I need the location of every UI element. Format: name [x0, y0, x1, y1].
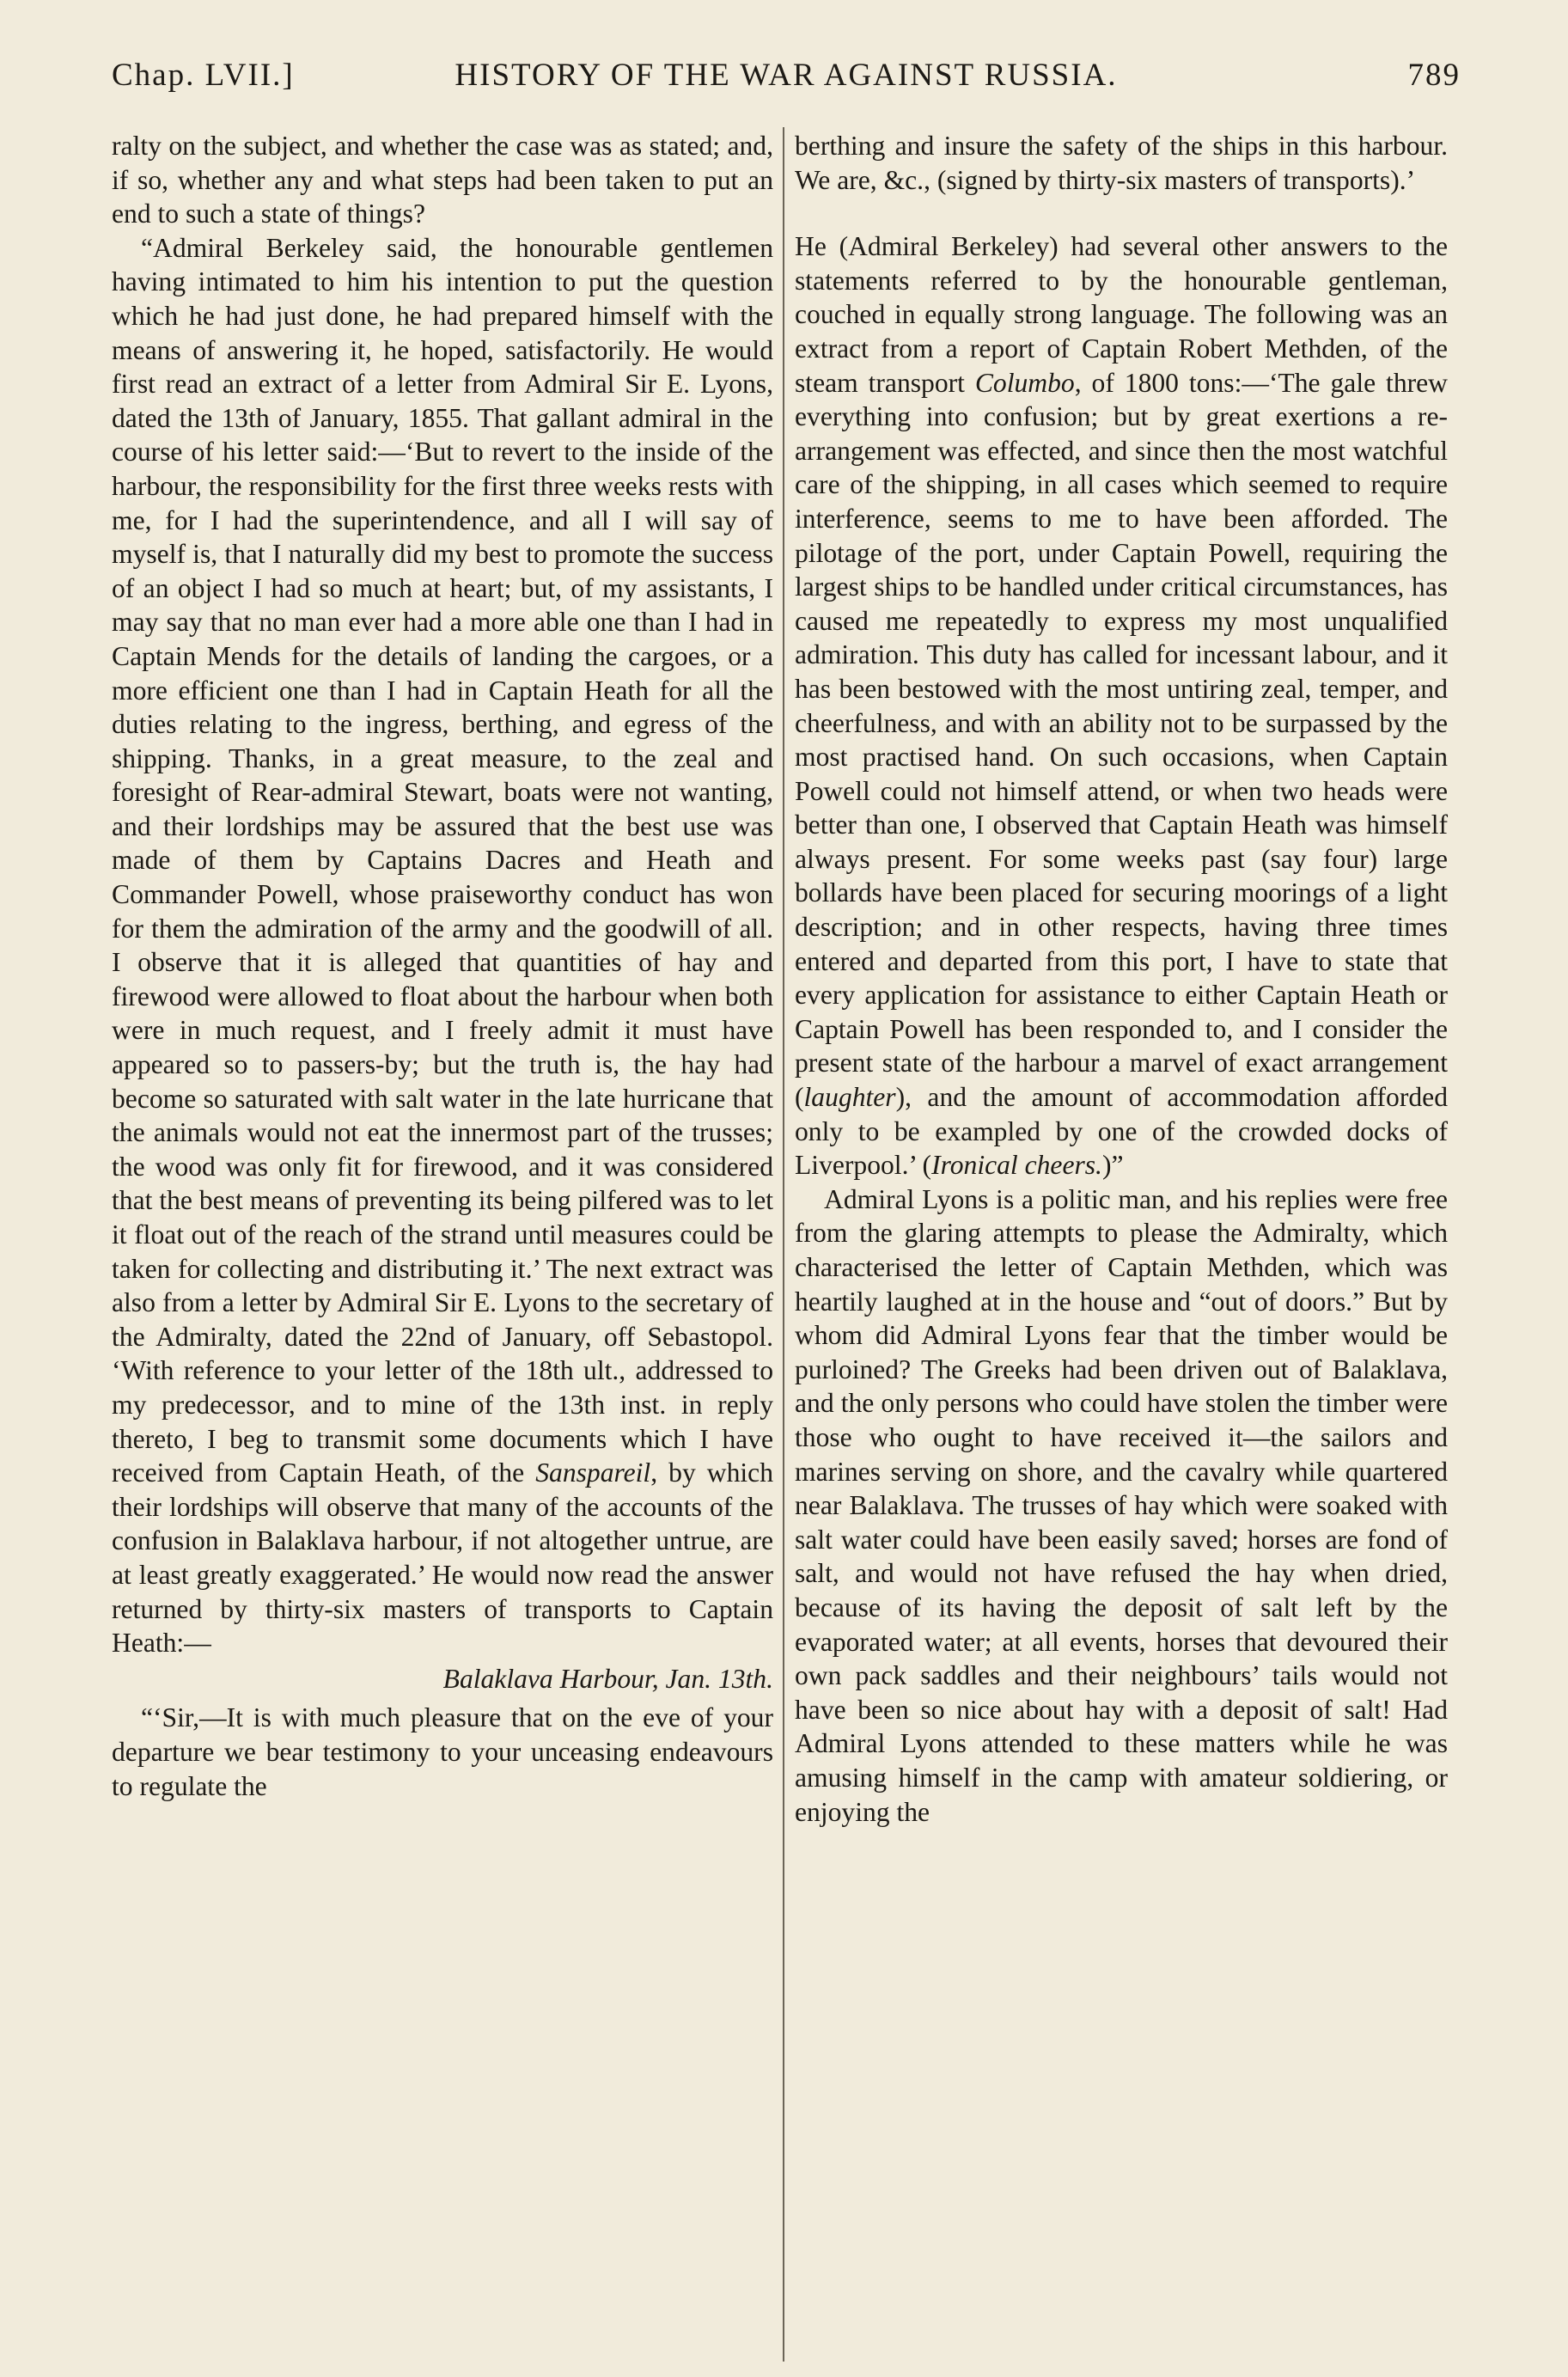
paragraph-text: , by which their lordships will observe that many of the accounts of the confusion in Balaklava harbour, if not altogether untrue, are at least greatly exaggerated.’ He would now read the answer returned by thirty-six masters of transports to Captain Heath:— — [112, 1457, 774, 1659]
paragraph: Admiral Lyons is a politic man, and his replies were free from the glaring attempts to please the Admiralty, which characterised the letter of Captain Methden, which was heartily laughed at in the house and “out of doors.” But by whom did Admiral Lyons fear that the timber would be purloined? The Greeks had been driven out of Balaklava, and the only persons who could have stolen the timber were those who ought to have received it—the sailors and marines serving on shore, and the cavalry while quartered near Balaklava. The trusses of hay which were soaked with salt water could have been easily saved; horses are fond of salt, and would not have refused the hay when dried, because of its having the deposit of salt left by the evaporated water; at all events, horses that devoured their own pack saddles and their neighbours’ tails would not have been so nice about hay with a deposit of salt! Had Admiral Lyons attended to these matters while he was amusing himself in the camp with amateur soldiering, or enjoying the — [795, 1183, 1448, 1827]
ship-name: Sanspareil — [535, 1457, 651, 1488]
paragraph-text: ), and the amount of accommodation afforded only to be exampled by one of the crowded docks of Liverpool.’ ( — [795, 1082, 1448, 1181]
paragraph-text: , of 1800 tons:—‘The gale threw everything into confusion; but by great exertions a re-arrangement was effected, and since then the most watchful care of the shipping, in all cases which seemed to require interference, seems to me to have been afforded. The pilotage of the port, under Captain Powell, requiring the largest ships to be handled under critical circumstances, has caused me repeatedly to express my most unqualified admiration. This duty has called for incessant labour, and it has been bestowed with the most untiring zeal, temper, and cheerfulness, and with an ability not to be surpassed by the most practised hand. On such occasions, when Captain Powell could not himself attend, or when two heads were better than one, I observed that Captain Heath was himself always present. For some weeks past (say four) large bollards have been placed for securing moorings of a light description; and in other respects, having three times entered and departed from this port, I have to state that every application for assistance to either Captain Heath or Captain Powell has been responded to, and I consider the present state of the harbour a marvel of exact arrangement ( — [795, 367, 1448, 1113]
chapter-label: Chap. LVII.] — [112, 58, 295, 93]
paragraph: “‘Sir,—It is with much pleasure that on the eve of your departure we bear testimony to your unceasing endeavours to regulate the — [112, 1702, 773, 1801]
interjection-ironical-cheers: Ironical cheers. — [931, 1150, 1102, 1181]
left-column — [112, 129, 773, 1803]
paragraph — [112, 231, 773, 1660]
paragraph — [795, 229, 1448, 1182]
paragraph-text: “Admiral Berkeley said, the honourable gentlemen having intimated to him his intention to put the question which he had just done, he had prepared himself with the means of answering it, he hoped, satisfactorily. He would first read an extract of a letter from Admiral Sir E. Lyons, dated the 13th of January, 1855. That gallant admiral in the course of his letter said:—‘But to revert to the inside of the harbour, the responsibility for the first three weeks rests with me, for I had the superintendence, and all I will say of myself is, that I naturally did my best to promote the success of an object I had so much at heart; but, of my assistants, I may say that no man ever had a more able one than I had in Captain Mends for the details of landing the cargoes, or a more efficient one than I had in Captain Heath for all the duties relating to the ingress, berthing, and egress of the shipping. Thanks, in a great measure, to the zeal and foresight of Rear-admiral Stewart, boats were not wanting, and their lordships may be assured that the best use was made of them by Captains Dacres and Heath and Commander Powell, whose praiseworthy conduct has won for them the admiration of the army and the goodwill of all. I observe that it is alleged that quantities of hay and firewood were allowed to float about the harbour when both were in much request, and I freely admit it must have appeared so to passers-by; but the truth is, the hay had become so saturated with salt water in the late hurricane that the animals would not eat the innermost part of the trusses; the wood was only fit for firewood, and it was considered that the best means of preventing its being pilfered was to let it float out of the reach of the strand until measures could be taken for collecting and distributing it.’ The next extract was also from a letter by Admiral Sir E. Lyons to the secretary of the Admiralty, dated the 22nd of January, off Sebastopol. ‘With reference to your letter of the 18th ult., addressed to my predecessor, and to mine of the 13th inst. in reply thereto, I beg to transmit some documents which I have received from Captain Heath, of the — [112, 232, 773, 1488]
letter-dateline: Balaklava Harbour, Jan. 13th. — [442, 1663, 773, 1694]
ship-name: Columbo — [974, 367, 1075, 398]
paragraph-text: He (Admiral Berkeley) had several other answers to the statements referred to by the honourable gentleman, couched in equally strong language. The following was an extract from a report of Captain Robert Methden, of the steam transport — [795, 231, 1448, 398]
paragraph: ralty on the subject, and whether the case was as stated; and, if so, whether any and what steps had been taken to put an end to such a state of things? — [112, 131, 773, 229]
right-column — [795, 129, 1448, 1829]
page-number: 789 — [1407, 58, 1461, 93]
paragraph-text: )” — [1101, 1150, 1124, 1181]
page-header — [112, 57, 1461, 107]
running-title: HISTORY OF THE WAR AGAINST RUSSIA. — [455, 58, 1118, 93]
interjection-laughter: laughter — [803, 1082, 896, 1113]
column-divider — [783, 127, 784, 2362]
paragraph: berthing and insure the safety of the ships in this harbour. We are, &c., (signed by thirty-six masters of transports).’ — [795, 131, 1448, 195]
